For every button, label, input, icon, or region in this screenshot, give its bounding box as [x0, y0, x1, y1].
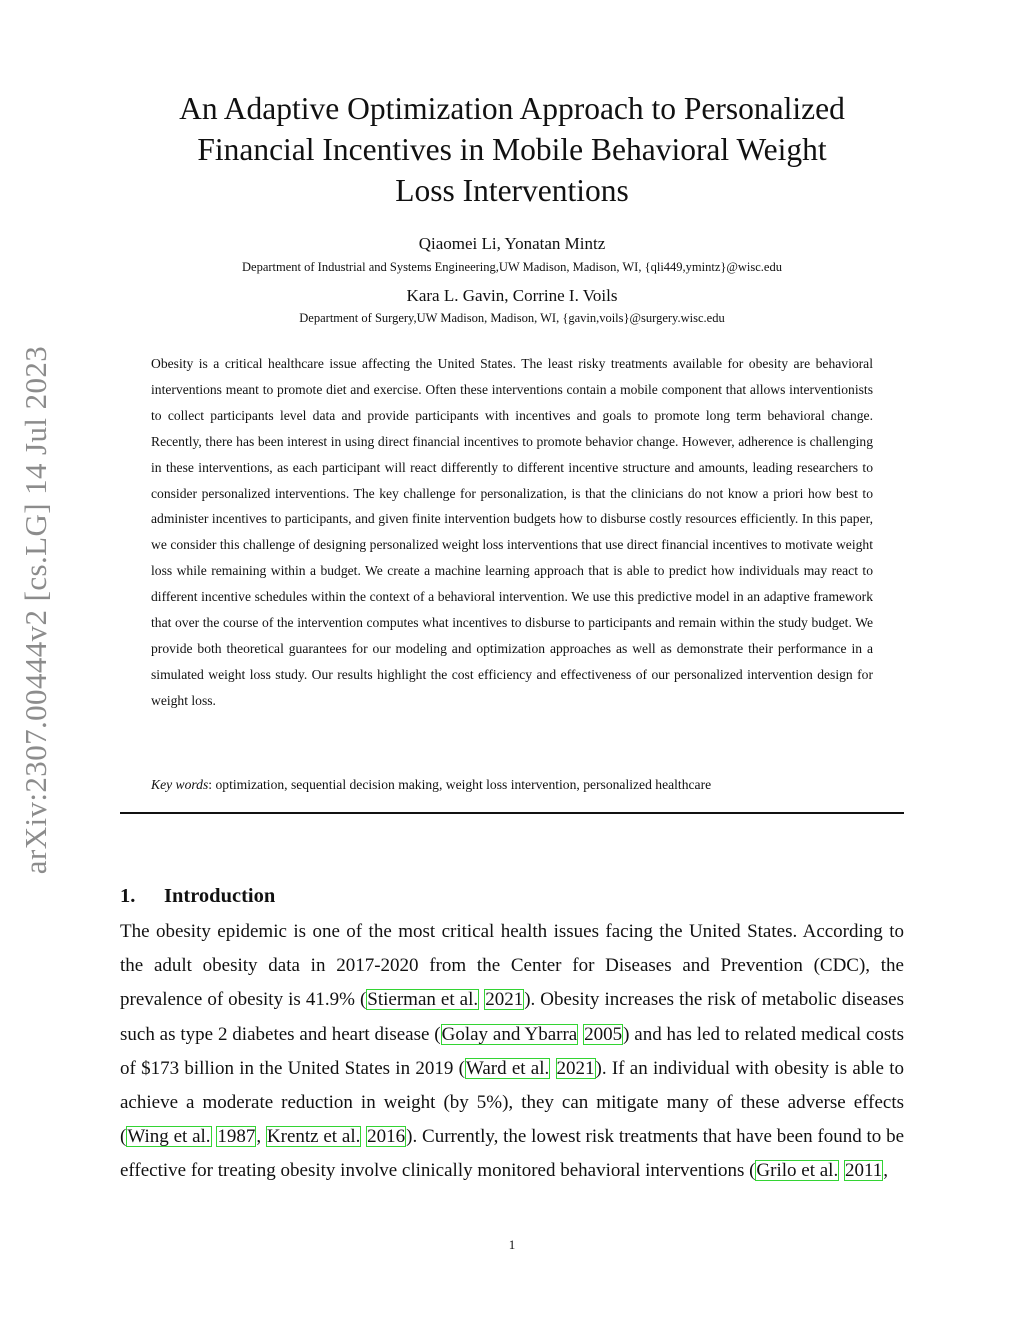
citation-link[interactable]: 2005	[584, 1023, 623, 1045]
citation-link[interactable]: Krentz et al.	[266, 1126, 361, 1148]
citation-link[interactable]: 2021	[485, 989, 524, 1011]
citation-link[interactable]: 2016	[367, 1126, 406, 1148]
citation-link[interactable]: Wing et al.	[127, 1126, 211, 1148]
intro-text: ) and has led to related medical costs of $173 billion in the United States in 2019 (	[120, 1023, 904, 1079]
abstract: Obesity is a critical healthcare issue affecting the United States. The least risky treatments available for obesity are behavioral interventions meant to promote diet and exercise. Often these interventions contain a mobile component that allows interventionists to collect participants level data and provide participants with incentives and goals to promote long term behavioral change. Recently, there has been interest in using direct financial incentives to promote behavior change. However, adherence is challenging in these interventions, as each participant will react differently to different incentive structure and amounts, leading researchers to consider personalized interventions. The key challenge for personalization, is that the clinicians do not know a priori how best to administer incentives to participants, and given finite intervention budgets how to disburse costly resources efficiently. In this paper, we consider this challenge of designing personalized weight loss interventions that use direct financial incentives to motivate weight loss while remaining within a budget. We create a machine learning approach that is able to predict how individuals may react to different incentive schedules within the context of a behavioral intervention. We use this predictive model in an adaptive framework that over the course of the intervention computes what incentives to disburse to participants and remain within the study budget. We provide both theoretical guarantees for our modeling and optimization approaches as well as demonstrate their performance in a simulated weight loss study. Our results highlight the cost efficiency and effectiveness of our personalized intervention design for weight loss.	[151, 356, 873, 708]
intro-text: ). Obesity increases the risk of metabolic diseases such as type 2 diabetes and heart disease (	[120, 989, 905, 1045]
section-title: Introduction	[164, 885, 276, 907]
paper-title	[100, 88, 924, 211]
intro-text: The obesity epidemic is one of the most critical health issues facing the United States. According to the adult obesity data in 2017-2020 from the Center for Diseases and Prevention (CDC), the prevalence of obesity is 41.9% (	[120, 921, 904, 1011]
citation-link[interactable]: Ward et al.	[465, 1057, 550, 1079]
citation-link[interactable]: 1987	[217, 1126, 256, 1148]
intro-text: ,	[883, 1160, 888, 1182]
introduction-paragraph	[120, 915, 904, 1189]
abstract-divider	[120, 812, 904, 814]
intro-text: ,	[256, 1126, 266, 1148]
section-heading	[120, 882, 275, 910]
citation-link[interactable]: Golay and Ybarra	[441, 1023, 578, 1045]
page-number: 1	[508, 1237, 516, 1252]
author-affiliation-group-2: Department of Surgery,UW Madison, Madison, WI, {gavin,voils}@surgery.wisc.edu	[299, 311, 725, 325]
arxiv-identifier-stamp: arXiv:2307.00444v2 [cs.LG] 14 Jul 2023	[18, 345, 53, 875]
citation-link[interactable]: Grilo et al.	[756, 1160, 839, 1182]
citation-link[interactable]: 2021	[556, 1057, 595, 1079]
citation-link[interactable]: Stierman et al.	[367, 989, 479, 1011]
author-affiliation-group-1: Department of Industrial and Systems Engineering,UW Madison, Madison, WI, {qli449,ymintz}@wisc.edu	[242, 260, 782, 274]
title-line: Financial Incentives in Mobile Behavioral Weight	[197, 132, 827, 167]
intro-text: ). If an individual with obesity is able to achieve a moderate reduction in weight (by 5%), they can mitigate many of these adverse effects (	[120, 1057, 905, 1148]
keywords: Key words: optimization, sequential decision making, weight loss intervention, personalized healthcare	[151, 777, 712, 792]
section-number: 1.	[120, 885, 136, 907]
keywords-text: optimization, sequential decision making, weight loss intervention, personalized healthcare	[215, 777, 712, 792]
author-names-group-1: Qiaomei Li, Yonatan Mintz	[418, 234, 606, 253]
title-line: Loss Interventions	[395, 173, 629, 208]
author-names-group-2: Kara L. Gavin, Corrine I. Voils	[406, 286, 618, 305]
citation-link[interactable]: 2011	[844, 1160, 883, 1182]
title-line: An Adaptive Optimization Approach to Personalized	[179, 91, 845, 126]
keywords-label: Key words	[151, 777, 209, 792]
intro-text: ). Currently, the lowest risk treatments that have been found to be effective for treating obesity involve clinically monitored behavioral interventions (	[120, 1126, 905, 1182]
